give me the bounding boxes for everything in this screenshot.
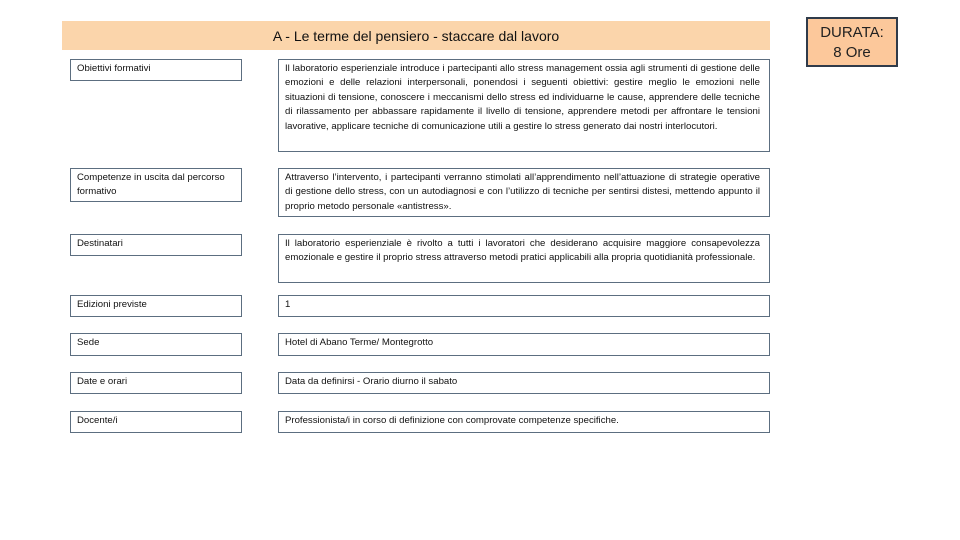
- row-value-edizioni: 1: [278, 295, 770, 317]
- row-label-obiettivi: Obiettivi formativi: [70, 59, 242, 81]
- duration-value: 8 Ore: [833, 44, 871, 61]
- row-label-sede: Sede: [70, 333, 242, 356]
- row-value-destinatari: Il laboratorio esperienziale è rivolto a tutti i lavoratori che desiderano acquisire maggiore consapevolezza emozionale e gestire il proprio stress attraverso metodi pratici applicabili alla propria quotidianità professionale.: [278, 234, 770, 283]
- page-title: A - Le terme del pensiero - staccare dal lavoro: [62, 21, 770, 50]
- row-label-date: Date e orari: [70, 372, 242, 394]
- row-value-obiettivi: Il laboratorio esperienziale introduce i partecipanti allo stress management ossia agli strumenti di gestione delle emozioni e delle relazioni interpersonali, ponendosi i seguenti obiettivi: gestire meglio le emozioni nelle situazioni di tensione, conoscere i meccanismi dello stress ed individuarne le cause, apprendere delle tecniche di rilassamento per abbassare rapidamente il livello di tensione, apprendere metodi per affrontare le tensioni lavorative, applicare tecniche di comunicazione utili a gestire lo stress generato dai nostri interlocutori.: [278, 59, 770, 152]
- row-value-sede: Hotel di Abano Terme/ Montegrotto: [278, 333, 770, 356]
- row-label-competenze: Competenze in uscita dal percorso formativo: [70, 168, 242, 202]
- row-label-docenti: Docente/i: [70, 411, 242, 433]
- duration-label: DURATA:: [820, 24, 884, 41]
- row-value-competenze: Attraverso l’intervento, i partecipanti verranno stimolati all’apprendimento nell’attuazione di strategie operative di gestione dello stress, con un autodiagnosi e con l’utilizzo di tecniche per sentirsi distesi, mettendo appunto il proprio metodo personale «antistress».: [278, 168, 770, 217]
- row-label-destinatari: Destinatari: [70, 234, 242, 256]
- row-value-docenti: Professionista/i in corso di definizione con comprovate competenze specifiche.: [278, 411, 770, 433]
- duration-box: [806, 17, 898, 67]
- row-label-edizioni: Edizioni previste: [70, 295, 242, 317]
- row-value-date: Data da definirsi - Orario diurno il sabato: [278, 372, 770, 394]
